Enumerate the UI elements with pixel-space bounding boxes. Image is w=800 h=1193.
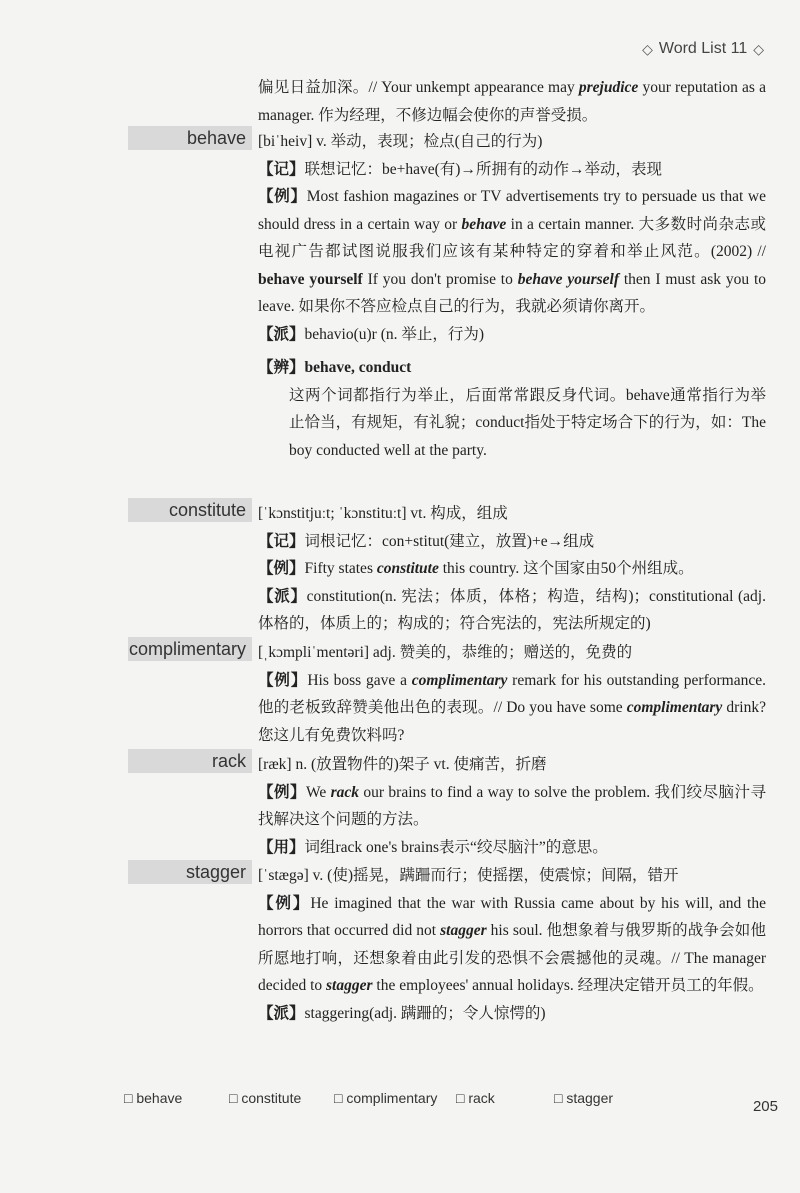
headword-constitute: constitute — [128, 498, 252, 522]
headword-behave: behave — [128, 126, 252, 150]
checklist-item[interactable]: □ rack — [456, 1090, 495, 1106]
example-line: 【例】He imagined that the war with Russia came about by his will, and the horrors that occurred did not stagger his soul. 他想象着与俄罗斯的战争会如他所愿地打响，还想象着由此引发的恐惧不会震撼他的灵魂。// The manager decided to stagger the employees' annual holidays. 经理决定错开员工的年假。 — [258, 894, 766, 994]
example-line: 【例】His boss gave a complimentary remark for his outstanding performance. 他的老板致辞赞美他出色的表现。// Do you have some complimentary drink? 您这儿有免费饮料吗? — [258, 671, 766, 744]
entry-rack — [258, 751, 766, 861]
headword-rack: rack — [128, 749, 252, 773]
entry-constitute — [258, 500, 766, 638]
example-line: 【例】We rack our brains to find a way to solve the problem. 我们绞尽脑汁寻找解决这个问题的方法。 — [258, 783, 766, 828]
word-checklist — [124, 1090, 776, 1106]
definition: [ˈstægə] v. (使)摇晃，蹒跚而行；使摇摆，使震惊；间隔，错开 — [258, 867, 679, 884]
pre-example-word: prejudice — [578, 79, 639, 96]
checklist-item[interactable]: □ stagger — [554, 1090, 614, 1106]
definition: [ræk] n. (放置物件的)架子 vt. 使痛苦，折磨 — [258, 756, 547, 773]
entry-stagger — [258, 862, 766, 1027]
definition: [biˈheiv] v. 举动，表现；检点(自己的行为) — [258, 133, 543, 150]
checklist-item[interactable]: □ complimentary — [334, 1090, 438, 1106]
memory-line: 【记】词根记忆：con+stitut(建立，放置)+e→组成 — [258, 532, 595, 550]
headword-complimentary: complimentary — [128, 637, 252, 661]
pre-text-b: your reputation as a manager. 作为经理，不修边幅会使你的声誉受损。 — [258, 79, 766, 124]
derivative-line: 【派】behavio(u)r (n. 举止，行为) — [258, 325, 485, 343]
example-line: 【例】Fifty states constitute this country. 这个国家由50个州组成。 — [258, 560, 694, 577]
headword-stagger: stagger — [128, 860, 252, 884]
page-number: 205 — [752, 1098, 778, 1115]
continued-text — [258, 74, 766, 129]
distinction-line: 【辨】behave, conduct — [258, 359, 412, 376]
checklist-item[interactable]: □ constitute — [229, 1090, 302, 1106]
usage-line: 【用】词组rack one's brains表示“绞尽脑汁”的意思。 — [258, 838, 608, 856]
diamond-icon: ◇ — [642, 40, 653, 57]
entry-complimentary — [258, 639, 766, 749]
checklist-item[interactable]: □ behave — [124, 1090, 183, 1106]
distinction-text: 这两个词都指行为举止，后面常常跟反身代词。behave通常指行为举止恰当，有规矩，有礼貌；conduct指处于特定场合下的行为，如：The boy conducted well at the party. — [289, 386, 766, 459]
diamond-icon: ◇ — [753, 40, 764, 57]
definition: [ˌkɔmpliˈmentəri] adj. 赞美的，恭维的；赠送的，免费的 — [258, 644, 633, 661]
memory-line: 【记】联想记忆：be+have(有)→所拥有的动作→举动，表现 — [258, 160, 662, 178]
entry-behave — [258, 128, 766, 464]
derivative-line: 【派】staggering(adj. 蹒跚的；令人惊愕的) — [258, 1004, 546, 1022]
definition: [ˈkɔnstitjuːt; ˈkɔnstituːt] vt. 构成，组成 — [258, 505, 508, 522]
pre-text-a: 偏见日益加深。// Your unkempt appearance may — [258, 79, 579, 96]
header-title: Word List 11 — [658, 40, 748, 57]
running-header — [642, 40, 764, 58]
example-line: 【例】Most fashion magazines or TV advertisements try to persuade us that we should dress in a certain way or behave in a certain manner. 大多数时尚杂志或电视广告都试图说服我们应该有某种特定的穿着和举止风范。(2002) // behave yourself If you don't promise to behave yourself then I must ask you to leave. 如果你不答应检点自己的行为，我就必须请你离开。 — [258, 188, 767, 315]
derivative-line: 【派】constitution(n. 宪法；体质，体格；构造，结构)；constitutional (adj. 体格的，体质上的；构成的；符合宪法的，宪法所规定的) — [258, 587, 766, 632]
